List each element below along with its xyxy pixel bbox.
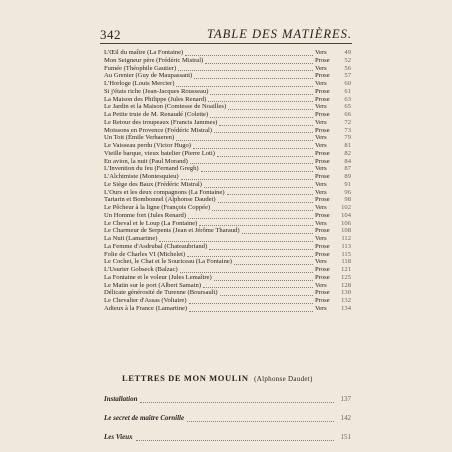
entry-title: Folie de Charles VI (Michelet): [104, 250, 186, 258]
entry-page: 66: [344, 111, 351, 118]
entry-genre: Prose: [315, 126, 330, 134]
dot-leader: [199, 220, 313, 226]
toc-entry: [104, 72, 351, 80]
entry-genre: Vers: [315, 64, 327, 72]
entry-page: 49: [344, 49, 351, 56]
section-entries: [104, 390, 351, 447]
entry-page: 132: [341, 297, 351, 304]
entry-genre: Prose: [315, 242, 330, 250]
table-of-contents: [104, 49, 351, 313]
entry-genre: Prose: [315, 87, 330, 95]
entry-title: Vieille barque, vieux batelier (Pierre Loti): [104, 149, 215, 157]
entry-page: 121: [341, 266, 351, 273]
entry-title: La Femme d'Asdrubal (Chateaubriand): [104, 242, 208, 250]
page-header: [100, 25, 352, 44]
entry-genre: Vers: [315, 258, 327, 266]
toc-entry: [104, 165, 351, 173]
entry-genre: Vers: [315, 281, 327, 289]
entry-title: Un Homme fort (Jules Renard): [104, 211, 187, 219]
entry-page: 118: [341, 258, 351, 266]
dot-leader: [219, 120, 313, 126]
running-title: TABLE DES MATIÈRES.: [206, 27, 352, 41]
dot-leader: [193, 143, 313, 149]
dot-leader: [185, 50, 313, 56]
dot-leader: [217, 151, 313, 157]
entry-title: Le Vaisseau perdu (Victor Hugo): [104, 142, 192, 149]
dot-leader: [190, 158, 313, 164]
entry-page: 91: [344, 180, 351, 188]
entry-page: 87: [344, 165, 351, 173]
section-entry-page: 142: [340, 414, 351, 422]
dot-leader: [220, 290, 313, 296]
dot-leader: [210, 112, 313, 118]
section-entry-title: Installation: [104, 395, 138, 403]
entry-page: 106: [341, 219, 351, 227]
toc-entry: [104, 258, 351, 266]
entry-genre: Prose: [315, 289, 330, 297]
entry-page: 60: [344, 80, 351, 87]
dot-leader: [176, 135, 313, 141]
entry-genre: Vers: [315, 118, 327, 126]
page-number: 342: [100, 27, 121, 42]
toc-entry: [104, 204, 351, 212]
dot-leader: [181, 174, 313, 180]
entry-page: 125: [341, 273, 351, 281]
entry-title: Si j'étais riche (Jean-Jacques Rousseau): [104, 87, 209, 95]
entry-page: 128: [341, 281, 351, 289]
section-heading: [122, 373, 313, 383]
entry-page: 57: [344, 72, 351, 80]
entry-page: 113: [341, 242, 351, 250]
section-entry-title: Le secret de maître Cornille: [104, 414, 185, 422]
entry-genre: Prose: [315, 111, 330, 118]
entry-genre: Vers: [315, 134, 327, 142]
entry-title: Moissons en Provence (Frédéric Mistral): [104, 126, 213, 134]
dot-leader: [176, 81, 313, 87]
toc-entry: [104, 49, 351, 57]
entry-page: 84: [344, 157, 351, 165]
entry-genre: Vers: [315, 142, 327, 149]
dot-leader: [187, 251, 313, 257]
entry-title: La Fontaine et le voleur (Jules Lemaître): [104, 273, 212, 281]
entry-page: 73: [344, 126, 351, 134]
entry-genre: Vers: [315, 49, 327, 56]
toc-entry: [104, 142, 351, 150]
dot-leader: [242, 228, 313, 234]
section-entry: [104, 390, 351, 409]
section-title: LETTRES DE MON MOULIN: [122, 373, 249, 383]
entry-page: 79: [344, 134, 351, 142]
entry-page: 61: [344, 87, 351, 95]
dot-leader: [201, 166, 313, 172]
entry-title: Le Retour des troupeaux (Francis Jammes): [104, 118, 218, 126]
toc-entry: [104, 196, 351, 204]
toc-entry: [104, 305, 351, 313]
entry-title: L'Horloge (Louis Mercier): [104, 80, 175, 87]
section-entry-page: 137: [340, 395, 351, 403]
toc-entry: [104, 282, 351, 290]
entry-page: 89: [344, 173, 351, 180]
entry-page: 115: [341, 250, 351, 258]
entry-title: La Nuit (Lamartine): [104, 235, 158, 242]
entry-page: 65: [344, 103, 351, 111]
section-entry-title: Les Vieux: [104, 433, 133, 441]
entry-genre: Vers: [315, 204, 327, 211]
entry-genre: Vers: [315, 180, 327, 188]
entry-title: L'Ours et les deux compagnons (La Fontaine): [104, 188, 225, 196]
entry-genre: Prose: [315, 157, 330, 165]
entry-genre: Prose: [315, 266, 330, 273]
dot-leader: [234, 259, 313, 265]
entry-genre: Vers: [315, 235, 327, 242]
dot-leader: [208, 96, 313, 102]
dot-leader: [188, 213, 313, 219]
entry-title: En avion, la nuit (Paul Morand): [104, 157, 188, 165]
dot-leader: [204, 182, 313, 188]
section-author: (Alphonse Daudet): [254, 375, 313, 383]
dot-leader: [136, 439, 334, 441]
entry-genre: Prose: [315, 273, 330, 281]
entry-title: Le Cheval et le Loup (La Fontaine): [104, 219, 198, 227]
entry-page: 81: [344, 142, 351, 149]
entry-title: Le Matin sur le port (Albert Samain): [104, 281, 202, 289]
entry-genre: Vers: [315, 80, 327, 87]
entry-genre: Prose: [315, 227, 330, 235]
toc-entry: [104, 65, 351, 73]
entry-page: 112: [341, 235, 351, 242]
entry-title: Mon Seigneur père (Frédéric Mistral): [104, 56, 204, 64]
entry-title: Le Jardin et la Maison (Comtesse de Noailles): [104, 103, 227, 111]
dot-leader: [194, 73, 313, 79]
toc-entry: [104, 297, 351, 305]
dot-leader: [189, 306, 313, 312]
section-entry: [104, 409, 351, 428]
dot-leader: [212, 205, 313, 211]
entry-genre: Prose: [315, 211, 330, 219]
dot-leader: [140, 401, 334, 403]
dot-leader: [205, 58, 313, 64]
entry-genre: Prose: [315, 173, 330, 180]
dot-leader: [227, 189, 313, 195]
toc-entry: [104, 289, 351, 297]
toc-entry: [104, 96, 351, 104]
toc-entry: [104, 212, 351, 220]
toc-entry: [104, 235, 351, 243]
entry-genre: Prose: [315, 56, 330, 64]
dot-leader: [218, 197, 313, 203]
section-entry-page: 151: [340, 433, 351, 441]
entry-page: 72: [344, 118, 351, 126]
dot-leader: [178, 65, 313, 71]
entry-title: Le Charmeur de Serpents (Jean et Jérôme Tharaud): [104, 227, 240, 235]
entry-title: Adieux à la France (Lamartine): [104, 304, 188, 312]
toc-entry: [104, 119, 351, 127]
toc-entry: [104, 266, 351, 274]
entry-page: 52: [344, 56, 351, 64]
entry-title: L'Usurier Gobseck (Balzac): [104, 266, 178, 273]
toc-entry: [104, 134, 351, 142]
dot-leader: [189, 298, 313, 304]
entry-genre: Vers: [315, 188, 327, 196]
section-entry: [104, 428, 351, 447]
entry-title: Le Cochet, le Chat et le Souriceau (La Fontaine): [104, 258, 232, 266]
toc-entry: [104, 251, 351, 259]
toc-entry: [104, 150, 351, 158]
entry-genre: Prose: [315, 72, 330, 80]
entry-genre: Vers: [315, 165, 327, 173]
entry-page: 82: [344, 149, 351, 157]
dot-leader: [187, 420, 334, 422]
dot-leader: [180, 267, 313, 273]
toc-entry: [104, 220, 351, 228]
entry-genre: Prose: [315, 297, 330, 304]
entry-page: 56: [344, 64, 351, 72]
entry-genre: Prose: [315, 250, 330, 258]
toc-entry: [104, 88, 351, 96]
entry-page: 63: [344, 95, 351, 103]
entry-genre: Vers: [315, 103, 327, 111]
toc-entry: [104, 243, 351, 251]
toc-entry: [104, 103, 351, 111]
entry-title: L'Œil du maître (La Fontaine): [104, 49, 184, 56]
entry-page: 104: [341, 211, 351, 219]
toc-entry: [104, 173, 351, 181]
entry-title: Au Grenier (Guy de Maupassant): [104, 72, 193, 80]
entry-title: La Petite truie de M. Renaudé (Colette): [104, 111, 209, 118]
entry-title: Le Siège des Baux (Frédéric Mistral): [104, 180, 202, 188]
toc-entry: [104, 181, 351, 189]
entry-title: Fumée (Théophile Gautier): [104, 64, 177, 72]
entry-page: 98: [344, 196, 351, 204]
toc-entry: [104, 274, 351, 282]
entry-title: Tartarin et Bombonnel (Alphonse Daudet): [104, 196, 216, 204]
dot-leader: [209, 244, 313, 250]
dot-leader: [228, 104, 313, 110]
dot-leader: [203, 282, 313, 288]
entry-title: Délicate générosité de Turenne (Boursault): [104, 289, 218, 297]
toc-entry: [104, 57, 351, 65]
entry-title: Le Pêcheur à la ligne (François Coppée): [104, 204, 211, 211]
entry-title: La Maison des Philippe (Jules Renard): [104, 95, 207, 103]
entry-page: 108: [341, 227, 351, 235]
toc-entry: [104, 80, 351, 88]
entry-page: 134: [341, 304, 351, 312]
dot-leader: [210, 89, 313, 95]
entry-title: L'Invention du feu (Fernand Gregh): [104, 165, 199, 173]
entry-genre: Prose: [315, 149, 330, 157]
toc-entry: [104, 189, 351, 197]
entry-genre: Prose: [315, 95, 330, 103]
entry-page: 102: [341, 204, 351, 211]
entry-title: Un Toit (Émile Verhaeren): [104, 134, 175, 142]
toc-entry: [104, 158, 351, 166]
entry-page: 96: [344, 188, 351, 196]
dot-leader: [159, 236, 313, 242]
dot-leader: [214, 275, 313, 281]
toc-entry: [104, 227, 351, 235]
entry-page: 130: [341, 289, 351, 297]
entry-genre: Prose: [315, 196, 330, 204]
entry-title: Le Chevalier d'Assas (Voltaire): [104, 297, 187, 304]
toc-entry: [104, 111, 351, 119]
entry-title: L'Alchimiste (Montesquieu): [104, 173, 179, 180]
entry-genre: Vers: [315, 304, 327, 312]
entry-genre: Vers: [315, 219, 327, 227]
dot-leader: [214, 127, 313, 133]
